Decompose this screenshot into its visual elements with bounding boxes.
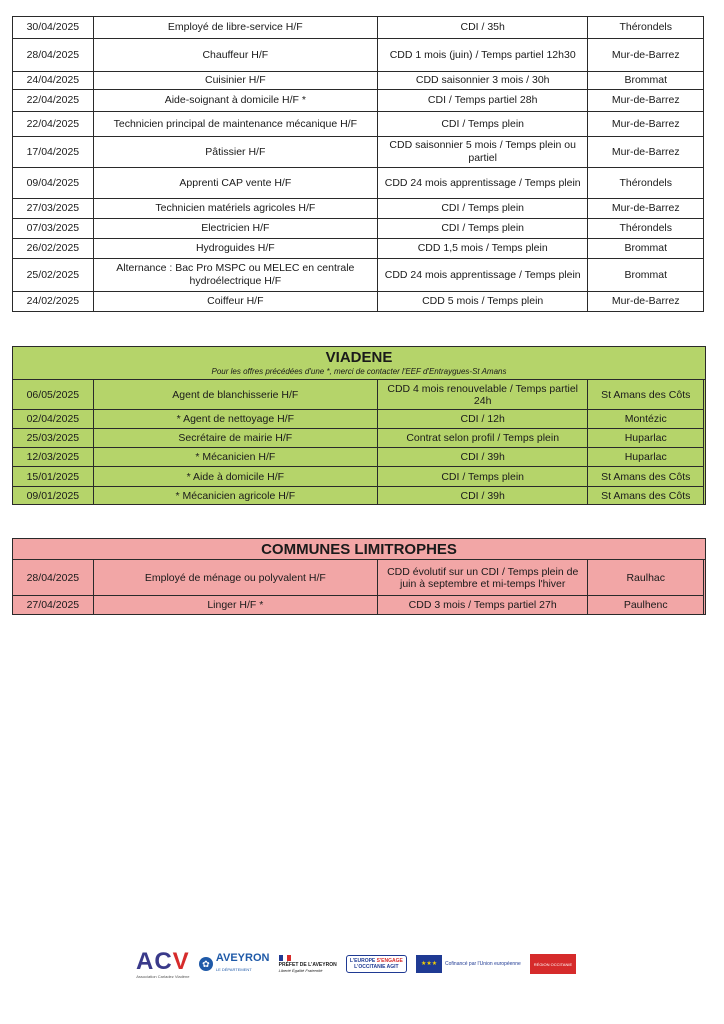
offer-location: Brommat: [588, 259, 704, 292]
viadene-note: Pour les offres précédées d'une *, merci de contacter l'EEF d'Entraygues-St Amans: [211, 367, 507, 376]
table-row: [13, 596, 704, 615]
offer-job-title: Cuisinier H/F: [93, 72, 377, 90]
limitrophes-table: [12, 559, 704, 615]
limitrophes-body: [13, 560, 704, 615]
offer-date: 24/04/2025: [13, 72, 94, 90]
offer-location: Mur-de-Barrez: [588, 292, 704, 312]
offer-location: Huparlac: [588, 429, 704, 448]
offer-job-title: Employé de ménage ou polyvalent H/F: [93, 560, 377, 596]
offer-job-title: Chauffeur H/F: [93, 39, 377, 72]
table-row: [13, 448, 704, 467]
table-row: [13, 168, 704, 199]
offer-contract: CDI / Temps plein: [377, 199, 588, 219]
offer-contract: CDI / Temps partiel 28h: [377, 90, 588, 112]
acv-logo-letters: AC: [136, 947, 173, 975]
offer-contract: CDD 4 mois renouvelable / Temps partiel 24h: [377, 380, 588, 410]
offer-job-title: Apprenti CAP vente H/F: [93, 168, 377, 199]
europe-logo-text-b: S'ENGAGE: [376, 958, 403, 964]
offer-contract: CDI / Temps plein: [377, 112, 588, 137]
offer-date: 24/02/2025: [13, 292, 94, 312]
acv-logo-subtitle: Association Carladez Viadène: [136, 973, 190, 979]
table-row: [13, 199, 704, 219]
europe-logo-text-c: L'OCCITANIE AGIT: [354, 964, 399, 970]
table-row: [13, 410, 704, 429]
offer-job-title: * Aide à domicile H/F: [93, 467, 377, 487]
offer-contract: CDD 1,5 mois / Temps plein: [377, 239, 588, 259]
offer-location: Paulhenc: [588, 596, 704, 615]
table-row: [13, 560, 704, 596]
acv-logo: [136, 947, 190, 979]
table-row: [13, 39, 704, 72]
viadene-body: [13, 380, 704, 505]
offer-contract: CDI / Temps plein: [377, 219, 588, 239]
offer-job-title: * Mécanicien H/F: [93, 448, 377, 467]
offer-contract: CDD 3 mois / Temps partiel 27h: [377, 596, 588, 615]
offer-date: 02/04/2025: [13, 410, 94, 429]
offer-date: 30/04/2025: [13, 17, 94, 39]
offer-location: Thérondels: [588, 17, 704, 39]
offer-date: 27/03/2025: [13, 199, 94, 219]
offer-date: 28/04/2025: [13, 560, 94, 596]
offer-location: Mur-de-Barrez: [588, 39, 704, 72]
offer-location: St Amans des Côts: [588, 487, 704, 505]
offer-contract: CDI / 35h: [377, 17, 588, 39]
europe-logo-text-a: L'EUROPE: [349, 958, 376, 964]
offer-job-title: Agent de blanchisserie H/F: [93, 380, 377, 410]
prefet-logo: [279, 955, 337, 973]
offer-location: Montézic: [588, 410, 704, 429]
offer-location: St Amans des Côts: [588, 467, 704, 487]
offer-contract: CDD saisonnier 3 mois / 30h: [377, 72, 588, 90]
limitrophes-header: [13, 539, 705, 560]
table-row: [13, 380, 704, 410]
table-row: [13, 239, 704, 259]
offer-contract: CDD 1 mois (juin) / Temps partiel 12h30: [377, 39, 588, 72]
offer-date: 07/03/2025: [13, 219, 94, 239]
offer-contract: CDD 24 mois apprentissage / Temps plein: [377, 168, 588, 199]
offer-location: Huparlac: [588, 448, 704, 467]
prefet-logo-title: PRÉFET DE L'AVEYRON: [278, 962, 337, 968]
offer-date: 28/04/2025: [13, 39, 94, 72]
table-row: [13, 17, 704, 39]
offer-contract: CDI / 39h: [377, 448, 588, 467]
europe-occitanie-logo: [346, 955, 407, 973]
offer-location: Mur-de-Barrez: [588, 112, 704, 137]
offer-job-title: Technicien principal de maintenance mécanique H/F: [93, 112, 377, 137]
offer-contract: CDD saisonnier 5 mois / Temps plein ou partiel: [377, 137, 588, 168]
offer-job-title: * Mécanicien agricole H/F: [93, 487, 377, 505]
prefet-logo-motto: Liberté Égalité Fraternité: [278, 968, 323, 973]
offer-location: Thérondels: [588, 168, 704, 199]
offer-location: Mur-de-Barrez: [588, 90, 704, 112]
offer-date: 22/04/2025: [13, 90, 94, 112]
offer-location: Brommat: [588, 72, 704, 90]
offer-contract: CDI / Temps plein: [377, 467, 588, 487]
limitrophes-section: [12, 538, 706, 615]
aveyron-logo-name: AVEYRON: [215, 952, 270, 964]
offer-date: 09/01/2025: [13, 487, 94, 505]
offer-location: Mur-de-Barrez: [588, 199, 704, 219]
limitrophes-title: COMMUNES LIMITROPHES: [261, 541, 457, 558]
offer-job-title: Pâtissier H/F: [93, 137, 377, 168]
eu-flag-icon: ★★★: [416, 955, 442, 973]
offer-job-title: Coiffeur H/F: [93, 292, 377, 312]
offer-location: Mur-de-Barrez: [588, 137, 704, 168]
viadene-table: [12, 379, 704, 505]
offer-date: 25/02/2025: [13, 259, 94, 292]
offer-contract: CDD 5 mois / Temps plein: [377, 292, 588, 312]
job-offers-body: [13, 17, 704, 312]
offer-date: 27/04/2025: [13, 596, 94, 615]
offer-contract: CDI / 39h: [377, 487, 588, 505]
job-offers-table: [12, 16, 704, 312]
table-row: [13, 90, 704, 112]
viadene-header: [13, 347, 705, 380]
offer-job-title: Linger H/F *: [93, 596, 377, 615]
eu-cofinance-text: Cofinancé par l'Union européenne: [445, 961, 521, 967]
viadene-section: [12, 346, 706, 505]
offer-job-title: Alternance : Bac Pro MSPC ou MELEC en centrale hydroélectrique H/F: [93, 259, 377, 292]
table-row: [13, 259, 704, 292]
acv-logo-v: V: [172, 947, 190, 975]
offer-date: 06/05/2025: [13, 380, 94, 410]
aveyron-logo-subtitle: LE DÉPARTEMENT: [215, 967, 252, 972]
table-row: [13, 429, 704, 448]
offer-date: 17/04/2025: [13, 137, 94, 168]
offer-location: Thérondels: [588, 219, 704, 239]
table-row: [13, 467, 704, 487]
offer-date: 26/02/2025: [13, 239, 94, 259]
table-row: [13, 72, 704, 90]
partner-logos: [136, 944, 576, 984]
offer-job-title: Secrétaire de mairie H/F: [93, 429, 377, 448]
table-row: [13, 219, 704, 239]
offer-date: 25/03/2025: [13, 429, 94, 448]
offer-job-title: Aide-soignant à domicile H/F *: [93, 90, 377, 112]
table-row: [13, 112, 704, 137]
offer-contract: CDD 24 mois apprentissage / Temps plein: [377, 259, 588, 292]
table-row: [13, 487, 704, 505]
offer-job-title: Technicien matériels agricoles H/F: [93, 199, 377, 219]
offer-contract: CDI / 12h: [377, 410, 588, 429]
table-row: [13, 137, 704, 168]
offer-job-title: Employé de libre-service H/F: [93, 17, 377, 39]
offer-date: 15/01/2025: [13, 467, 94, 487]
eu-cofinance-logo: [416, 955, 521, 973]
offer-job-title: Electricien H/F: [93, 219, 377, 239]
offer-location: St Amans des Côts: [588, 380, 704, 410]
offer-location: Raulhac: [588, 560, 704, 596]
occitanie-region-logo: [530, 954, 576, 974]
offer-job-title: Hydroguides H/F: [93, 239, 377, 259]
offer-date: 09/04/2025: [13, 168, 94, 199]
aveyron-logo: [199, 952, 270, 976]
occitanie-region-text: RÉGION OCCITANIE: [533, 961, 573, 967]
viadene-title: VIADENE: [325, 349, 393, 366]
aveyron-emblem-icon: ✿: [199, 957, 213, 971]
offer-date: 22/04/2025: [13, 112, 94, 137]
offer-job-title: * Agent de nettoyage H/F: [93, 410, 377, 429]
offer-location: Brommat: [588, 239, 704, 259]
offer-date: 12/03/2025: [13, 448, 94, 467]
table-row: [13, 292, 704, 312]
offer-contract: CDD évolutif sur un CDI / Temps plein de juin à septembre et mi-temps l'hiver: [377, 560, 588, 596]
offer-contract: Contrat selon profil / Temps plein: [377, 429, 588, 448]
french-flag-icon: [279, 955, 291, 961]
